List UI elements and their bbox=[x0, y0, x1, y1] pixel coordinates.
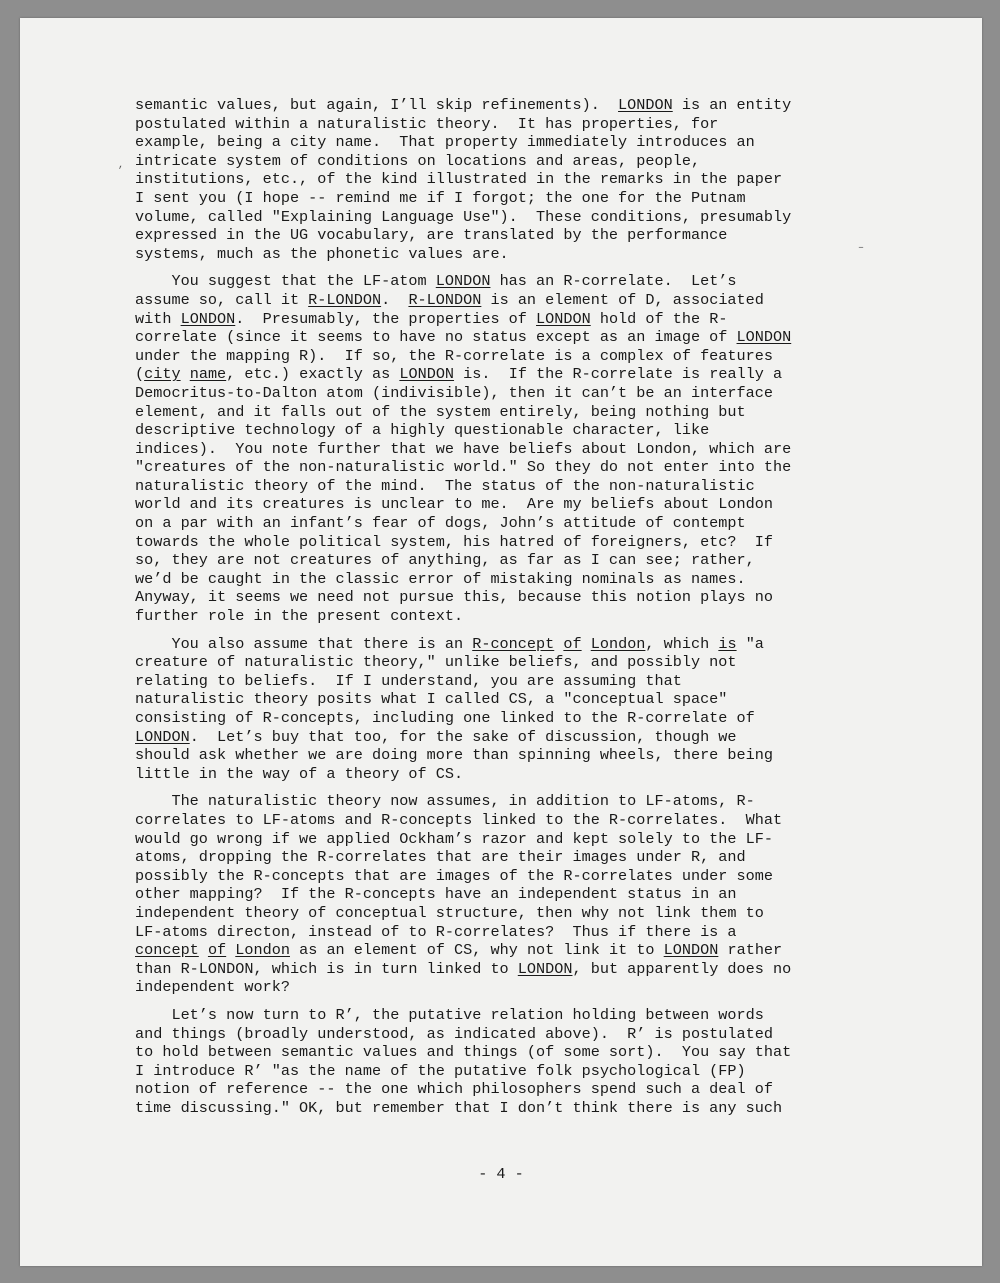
text-line bbox=[135, 848, 875, 867]
text-run: is an entity bbox=[672, 96, 792, 114]
paragraph bbox=[135, 272, 875, 625]
text-line bbox=[135, 272, 875, 291]
text-run: with bbox=[135, 309, 181, 328]
text-run bbox=[582, 635, 591, 653]
text-run: descriptive technology of a highly questionable character, like bbox=[135, 421, 710, 440]
text-run: creature of naturalistic theory," unlike beliefs, and possibly not bbox=[135, 653, 737, 672]
text-run: correlate (since it seems to have no status except as an image of bbox=[135, 328, 737, 347]
text-line bbox=[135, 811, 875, 830]
underlined-term: R-concept bbox=[472, 634, 555, 653]
text-line bbox=[135, 208, 875, 227]
underlined-term: LONDON bbox=[663, 941, 719, 960]
text-run: intricate system of conditions on locations and areas, people, bbox=[135, 151, 701, 170]
text-run: is an element of D, associated bbox=[481, 290, 764, 309]
text-run: . Presumably, the properties of bbox=[235, 309, 537, 328]
underlined-term: is bbox=[718, 634, 737, 653]
text-run: institutions, etc., of the kind illustrated in the remarks in the paper bbox=[135, 170, 783, 189]
text-run: , but apparently does no bbox=[572, 959, 792, 978]
text-line bbox=[135, 1043, 875, 1062]
text-run: we’d be caught in the classic error of mistaking nominals as names. bbox=[135, 569, 746, 588]
paragraph bbox=[135, 96, 875, 263]
text-run: relating to beliefs. If I understand, you are assuming that bbox=[135, 671, 682, 690]
text-run: to hold between semantic values and things (of some sort). You say that bbox=[135, 1043, 792, 1062]
text-line bbox=[135, 923, 875, 942]
text-line bbox=[135, 365, 875, 384]
text-line bbox=[135, 384, 875, 403]
text-line bbox=[135, 291, 875, 310]
text-run: has an R-correlate. Let’s bbox=[490, 272, 737, 291]
text-line bbox=[135, 533, 875, 552]
text-line bbox=[135, 960, 875, 979]
text-run: . bbox=[381, 290, 409, 309]
underlined-term: LONDON bbox=[435, 272, 491, 291]
text-run: , etc.) exactly as bbox=[226, 365, 400, 384]
text-run: notion of reference -- the one which philosophers spend such a deal of bbox=[135, 1080, 773, 1099]
text-run: example, being a city name. That property immediately introduces an bbox=[135, 133, 755, 152]
text-run: "a bbox=[736, 634, 764, 653]
text-run: further role in the present context. bbox=[135, 607, 464, 626]
text-run: would go wrong if we applied Ockham’s razor and kept solely to the LF- bbox=[135, 829, 773, 848]
text-run: LF-atoms directon, instead of to R-correlates? Thus if there is a bbox=[135, 922, 737, 941]
text-line bbox=[135, 728, 875, 747]
text-run: indices). You note further that we have beliefs about London, which are bbox=[135, 439, 792, 458]
text-line bbox=[135, 514, 875, 533]
text-line bbox=[135, 1006, 875, 1025]
text-run: than R-LONDON, which is in turn linked to bbox=[135, 959, 518, 978]
text-line bbox=[135, 133, 875, 152]
text-run: . Let’s buy that too, for the sake of discussion, though we bbox=[189, 727, 737, 746]
text-line bbox=[135, 885, 875, 904]
text-line bbox=[135, 653, 875, 672]
text-run: naturalistic theory of the mind. The status of the non-naturalistic bbox=[135, 476, 755, 495]
text-run: other mapping? If the R-concepts have an independent status in an bbox=[135, 885, 737, 904]
text-line bbox=[135, 792, 875, 811]
text-line bbox=[135, 570, 875, 589]
text-line bbox=[135, 551, 875, 570]
text-line bbox=[135, 310, 875, 329]
text-run: as an element of CS, why not link it to bbox=[289, 941, 664, 960]
text-run: correlates to LF-atoms and R-concepts linked to the R-correlates. What bbox=[135, 810, 783, 829]
text-run: is. If the R-correlate is really a bbox=[454, 365, 783, 384]
margin-mark: , bbox=[118, 160, 125, 171]
text-line bbox=[135, 746, 875, 765]
text-run: volume, called "Explaining Language Use"). These conditions, presumably bbox=[135, 207, 792, 226]
underlined-term: London bbox=[590, 634, 646, 653]
underlined-term: LONDON bbox=[135, 727, 190, 746]
text-run: so, they are not creatures of anything, as far as I can see; rather, bbox=[135, 551, 755, 570]
text-line bbox=[135, 607, 875, 626]
underlined-term: LONDON bbox=[517, 959, 573, 978]
paragraph bbox=[135, 792, 875, 997]
underlined-term: LONDON bbox=[180, 309, 236, 328]
text-line bbox=[135, 115, 875, 134]
text-run: You suggest that the LF-atom bbox=[135, 272, 436, 291]
margin-mark: – bbox=[858, 243, 865, 254]
underlined-term: of bbox=[563, 634, 582, 653]
text-line bbox=[135, 1099, 875, 1118]
text-run: Anyway, it seems we need not pursue this, because this notion plays no bbox=[135, 588, 773, 607]
text-line bbox=[135, 458, 875, 477]
text-line bbox=[135, 440, 875, 459]
text-run: expressed in the UG vocabulary, are translated by the performance bbox=[135, 226, 728, 245]
underlined-term: city bbox=[144, 365, 181, 384]
text-line bbox=[135, 588, 875, 607]
underlined-term: LONDON bbox=[536, 309, 591, 328]
text-line bbox=[135, 941, 875, 960]
body-text bbox=[135, 96, 875, 1117]
text-line bbox=[135, 830, 875, 849]
text-run: "creatures of the non-naturalistic world." So they do not enter into the bbox=[135, 458, 792, 477]
text-line bbox=[135, 635, 875, 654]
text-run: semantic values, but again, I’ll skip refinements). bbox=[135, 96, 619, 114]
text-line bbox=[135, 477, 875, 496]
page-number: - 4 - bbox=[478, 1165, 524, 1183]
text-line bbox=[135, 709, 875, 728]
text-run: consisting of R-concepts, including one linked to the R-correlate of bbox=[135, 709, 755, 727]
text-run: towards the whole political system, his hatred of foreigners, etc? If bbox=[135, 532, 773, 551]
text-line bbox=[135, 672, 875, 691]
text-run: hold of the R- bbox=[590, 309, 728, 328]
text-run: naturalistic theory posits what I called CS, a "conceptual space" bbox=[135, 690, 728, 709]
text-run: assume so, call it bbox=[135, 290, 309, 309]
paragraph bbox=[135, 635, 875, 784]
text-run: Let’s now turn to R’, the putative relation holding between words bbox=[135, 1005, 764, 1024]
text-line bbox=[135, 245, 875, 264]
underlined-term: LONDON bbox=[618, 96, 673, 114]
text-line bbox=[135, 152, 875, 171]
text-line bbox=[135, 978, 875, 997]
document-page bbox=[20, 18, 982, 1266]
text-run: atoms, dropping the R-correlates that are their images under R, and bbox=[135, 848, 746, 867]
text-line bbox=[135, 1080, 875, 1099]
text-line bbox=[135, 96, 875, 115]
text-run: element, and it falls out of the system entirely, being nothing but bbox=[135, 402, 746, 421]
text-run: systems, much as the phonetic values are. bbox=[135, 244, 509, 263]
text-line bbox=[135, 904, 875, 923]
underlined-term: concept bbox=[135, 941, 199, 960]
text-run bbox=[226, 941, 235, 959]
text-run: and things (broadly understood, as indicated above). R’ is postulated bbox=[135, 1024, 773, 1043]
text-run: rather bbox=[718, 941, 783, 960]
text-line bbox=[135, 1025, 875, 1044]
text-line bbox=[135, 765, 875, 784]
text-line bbox=[135, 403, 875, 422]
text-run bbox=[199, 941, 208, 959]
text-run: I sent you (I hope -- remind me if I forgot; the one for the Putnam bbox=[135, 188, 746, 207]
text-line bbox=[135, 867, 875, 886]
underlined-term: R-LONDON bbox=[308, 290, 382, 309]
text-line bbox=[135, 690, 875, 709]
underlined-term: name bbox=[189, 365, 227, 384]
underlined-term: London bbox=[235, 941, 290, 960]
text-run: on a par with an infant’s fear of dogs, John’s attitude of contempt bbox=[135, 514, 746, 533]
text-line bbox=[135, 421, 875, 440]
underlined-term: of bbox=[207, 941, 227, 960]
text-run: , which bbox=[645, 634, 719, 653]
text-run: The naturalistic theory now assumes, in addition to LF-atoms, R- bbox=[135, 792, 755, 811]
text-line bbox=[135, 170, 875, 189]
text-run: should ask whether we are doing more than spinning wheels, there being bbox=[135, 746, 773, 765]
text-run: I introduce R’ "as the name of the putative folk psychological (FP) bbox=[135, 1061, 746, 1080]
text-run: postulated within a naturalistic theory. It has properties, for bbox=[135, 114, 719, 133]
text-run: under the mapping R). If so, the R-correlate is a complex of features bbox=[135, 346, 773, 365]
text-run: possibly the R-concepts that are images of the R-correlates under some bbox=[135, 866, 773, 885]
text-line bbox=[135, 1062, 875, 1081]
text-line bbox=[135, 495, 875, 514]
paragraph bbox=[135, 1006, 875, 1118]
text-run: world and its creatures is unclear to me. Are my beliefs about London bbox=[135, 495, 773, 514]
text-run bbox=[181, 365, 190, 383]
text-line bbox=[135, 226, 875, 245]
underlined-term: LONDON bbox=[399, 365, 455, 384]
text-line bbox=[135, 189, 875, 208]
text-line bbox=[135, 347, 875, 366]
text-run: little in the way of a theory of CS. bbox=[135, 764, 464, 783]
text-run: You also assume that there is an bbox=[135, 634, 473, 653]
text-run: Democritus-to-Dalton atom (indivisible), then it can’t be an interface bbox=[135, 383, 773, 402]
underlined-term: R-LONDON bbox=[408, 290, 482, 309]
text-run: time discussing." OK, but remember that I don’t think there is any such bbox=[135, 1098, 783, 1117]
text-run bbox=[554, 635, 563, 653]
text-run: ( bbox=[135, 365, 145, 384]
text-run: independent theory of conceptual structure, then why not link them to bbox=[135, 903, 764, 922]
text-run: independent work? bbox=[135, 978, 290, 997]
text-line bbox=[135, 328, 875, 347]
underlined-term: LONDON bbox=[736, 328, 792, 347]
